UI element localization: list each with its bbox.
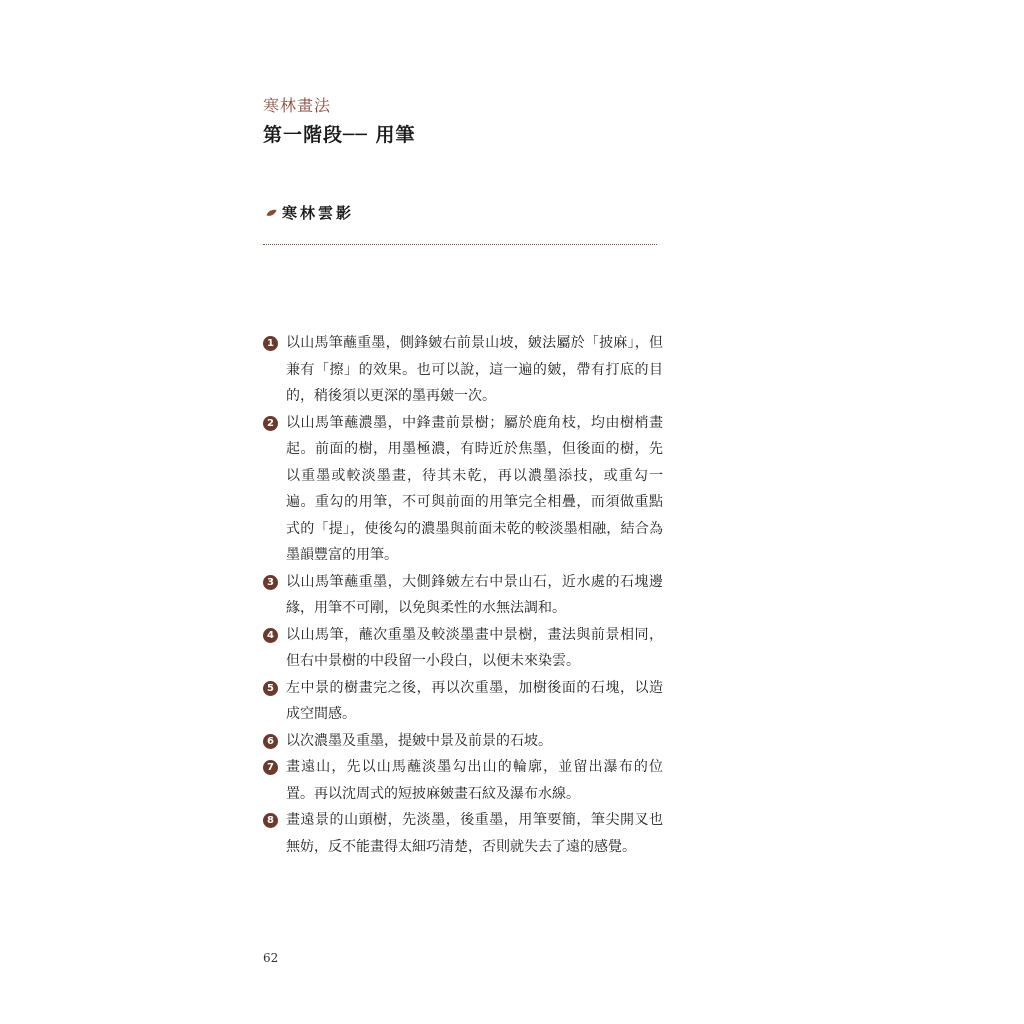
leaf-icon: [266, 209, 277, 217]
step-text: 畫遠山，先以山馬蘸淡墨勾出山的輪廓，並留出瀑布的位置。再以沈周式的短披麻皴畫石紋及瀑布水線。: [286, 759, 663, 802]
step-item: [263, 728, 663, 755]
step-text: 以山馬筆蘸濃墨，中鋒畫前景樹；屬於鹿角枝，均由樹梢畫起。前面的樹，用墨極濃，有時近於焦墨，但後面的樹，先以重墨或較淡墨畫，待其未乾，再以濃墨添技，或重勾一遍。重勾的用筆，不可與前面的用筆完全相疊，而須做重點式的「提」，使後勾的濃墨與前面未乾的較淡墨相融，結合為墨韻豐富的用筆。: [286, 414, 663, 563]
step-number-badge: 3: [263, 575, 278, 590]
step-number-badge: 6: [263, 734, 278, 749]
dotted-divider: [263, 244, 657, 245]
step-text: 以次濃墨及重墨，提皴中景及前景的石坡。: [286, 732, 552, 749]
step-item: [263, 569, 663, 622]
step-text: 以山馬筆蘸重墨，側鋒皴右前景山坡，皴法屬於「披麻」，但兼有「擦」的效果。也可以說，這一遍的皴，帶有打底的目的，稍後須以更深的墨再皴一次。: [286, 335, 663, 404]
step-item: [263, 622, 663, 675]
step-text: 左中景的樹畫完之後，再以次重墨，加樹後面的石塊，以造成空間感。: [286, 679, 663, 722]
step-item: [263, 675, 663, 728]
steps-list: [263, 330, 663, 860]
section-title: 寒林雲影: [282, 204, 355, 222]
step-number-badge: 4: [263, 628, 278, 643]
step-text: 畫遠景的山頭樹，先淡墨，後重墨，用筆要簡，筆尖開叉也無妨，反不能畫得太細巧清楚，否則就失去了遠的感覺。: [286, 812, 663, 855]
section-heading: [266, 203, 354, 223]
step-number-badge: 1: [263, 336, 278, 351]
chapter-title: 第一階段── 用筆: [263, 124, 416, 146]
step-number-badge: 8: [263, 813, 278, 828]
step-item: [263, 807, 663, 860]
step-text: 以山馬筆蘸重墨，大側鋒皴左右中景山石，近水處的石塊邊緣，用筆不可剛，以免與柔性的水無法調和。: [286, 573, 663, 616]
step-item: [263, 754, 663, 807]
running-header-kicker: 寒林畫法: [263, 96, 332, 115]
step-item: [263, 330, 663, 410]
step-number-badge: 5: [263, 681, 278, 696]
page-number: 62: [263, 951, 279, 965]
step-text: 以山馬筆，蘸次重墨及較淡墨畫中景樹，畫法與前景相同，但右中景樹的中段留一小段白，以便未來染雲。: [286, 626, 663, 669]
step-number-badge: 2: [263, 416, 278, 431]
step-item: [263, 410, 663, 569]
step-number-badge: 7: [263, 760, 278, 775]
